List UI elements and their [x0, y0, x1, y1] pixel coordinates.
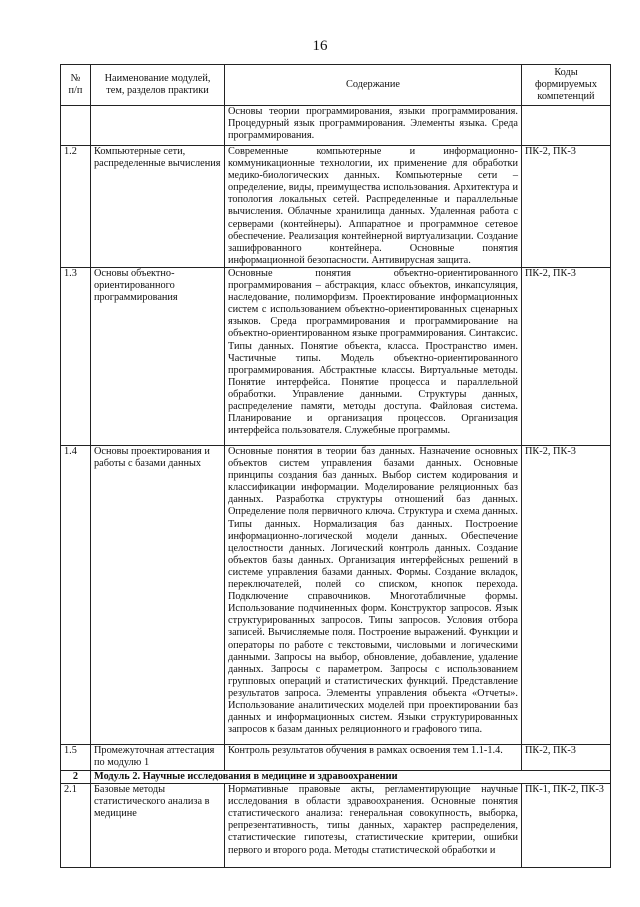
row-codes: ПК-2, ПК-3 [522, 446, 611, 745]
module-header-row [61, 771, 611, 784]
table-row [61, 146, 611, 268]
row-num: 2.1 [61, 784, 91, 868]
row-content: Основные понятия объектно-ориентированного программирования – абстракция, класс объектов, инкапсуляция, наследование, полиморфизм. Проектирование информационных систем с использованием объектно-ориентированных сценарных языков. Среда программирования и программирование на объектно-ориентированном языке программирования. Синтаксис. Типы данных. Понятие объекта, класса. Пространство имен. Частичные типы. Модель объектно-ориентированного программирования. Абстрактные классы. Виртуальные методы. Понятие интерфейса. Понятие процесса и параллельной обработки. Управление данными. Структуры данных, распределение памяти, методы доступа. Файловая система. Планирование и организация процессов. Организация интерфейса пользователя. Служебные программы. [225, 268, 522, 446]
module-num: 2 [61, 771, 91, 784]
header-name: Наименование модулей, тем, разделов практики [91, 65, 225, 106]
row-name [91, 106, 225, 146]
row-name: Основы объектно-ориентированного программирования [91, 268, 225, 446]
header-codes: Коды формируемых компетенций [522, 65, 611, 106]
table-row [61, 106, 611, 146]
row-num: 1.3 [61, 268, 91, 446]
row-name: Основы проектирования и работы с базами данных [91, 446, 225, 745]
row-content: Нормативные правовые акты, регламентирующие научные исследования в области здравоохранения. Основные понятия статистического анализа: генеральная совокупность, выборка, репрезентативность, типы данных, характер распределения, статистические гипотезы, статистические критерии, ошибки первого и второго рода. Методы статистической обработки и [225, 784, 522, 868]
row-content: Контроль результатов обучения в рамках освоения тем 1.1-1.4. [225, 745, 522, 771]
row-name: Компьютерные сети, распределенные вычисления [91, 146, 225, 268]
row-num: 1.4 [61, 446, 91, 745]
page-number: 16 [312, 38, 328, 54]
row-content: Современные компьютерные и информационно-коммуникационные технологии, их применение для обработки медико-биологических данных. Компьютерные сети – определение, виды, преимущества использования. Архитектура и топология локальных сетей. Распределенные и параллельные вычисления. Облачные хранилища данных. Удаленная работа с серверами (контейнеры). Аппаратное и программное сетевое обеспечение. Реализация контейнерной виртуализации. Создание зашифрованного контейнера. Основные понятия информационной безопасности. Антивирусная защита. [225, 146, 522, 268]
table-row [61, 268, 611, 446]
row-content: Основные понятия в теории баз данных. Назначение основных объектов систем управления базами данных. Основные принципы создания баз данных. Выбор систем кодирования и классификации информации. Моделирование реляционных баз данных. Разработка структуры отношений баз данных. Определение поля первичного ключа. Структура и схема данных. Типы данных. Нормализация баз данных. Построение информационно-логической модели данных. Обеспечение целостности данных. Логический контроль данных. Создание объектов базы данных. Организация интерфейсных решений в системе управления базами данных. Формы. Создание вкладок, переключателей, полей со списком, кнопок перехода. Подключение справочников. Многотабличные формы. Использование подчиненных форм. Конструктор запросов. Язык структурированных запросов. Типы запросов. Условия отбора записей. Вычисляемые поля. Построение выражений. Функции и операторы по работе с текстовыми, числовыми и логическими данными. Запросы на выбор, обновление, добавление, удаление данных. Запросы с параметром. Запросы с использованием групповых операций и статистических функций. Представление результатов запроса. Элементы управления объекта «Отчеты». Использование аналитических моделей при проектировании баз данных и информационных систем. Языки структурированных запросов к базам данных реляционного и графового типа. [225, 446, 522, 745]
header-content: Содержание [225, 65, 522, 106]
row-codes: ПК-1, ПК-2, ПК-3 [522, 784, 611, 868]
table-row [61, 745, 611, 771]
module-title: Модуль 2. Научные исследования в медицине и здравоохранении [91, 771, 611, 784]
row-content: Основы теории программирования, языки программирования. Процедурный язык программирования. Элементы языка. Среда программирования. [225, 106, 522, 146]
row-name: Базовые методы статистического анализа в медицине [91, 784, 225, 868]
row-codes: ПК-2, ПК-3 [522, 268, 611, 446]
table-header-row [61, 65, 611, 106]
row-num: 1.5 [61, 745, 91, 771]
row-name: Промежуточная аттестация по модулю 1 [91, 745, 225, 771]
table-row [61, 446, 611, 745]
curriculum-table [60, 64, 611, 868]
header-num: № п/п [61, 65, 91, 106]
row-codes [522, 106, 611, 146]
table-row [61, 784, 611, 868]
row-num: 1.2 [61, 146, 91, 268]
row-num [61, 106, 91, 146]
row-codes: ПК-2, ПК-3 [522, 146, 611, 268]
row-codes: ПК-2, ПК-3 [522, 745, 611, 771]
